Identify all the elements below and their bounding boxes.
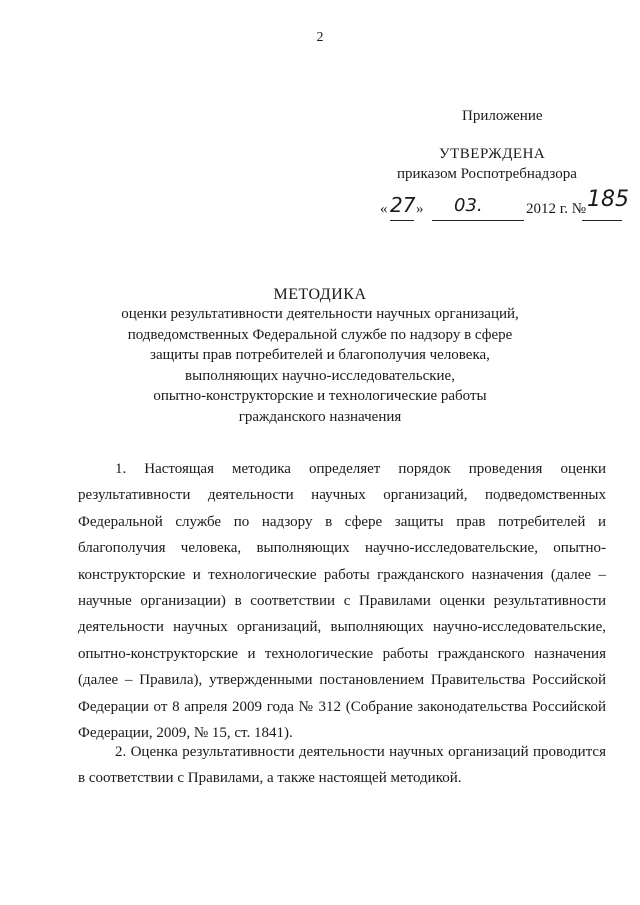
- order-date-number: [370, 187, 640, 227]
- approved-label: УТВЕРЖДЕНА: [439, 146, 546, 162]
- paragraph-2: 2. Оценка результативности деятельности научных организаций проводится в соответствии с Правилами, а также настоящей методикой.: [78, 744, 606, 787]
- handwritten-day: 27: [390, 193, 416, 217]
- subtitle-line: оценки результативности деятельности научных организаций,: [121, 306, 519, 322]
- document-subtitle: [0, 304, 640, 428]
- subtitle-line: опытно-конструкторские и технологические работы: [153, 388, 487, 405]
- appendix-label: Приложение: [462, 108, 543, 124]
- page-number: 2: [316, 30, 324, 45]
- day-underline: [390, 220, 414, 221]
- month-underline: [432, 220, 524, 221]
- order-issuer: приказом Роспотребнадзора: [397, 166, 577, 182]
- year-label: 2012 г. №: [526, 201, 587, 217]
- quote-close: »: [416, 201, 424, 217]
- subtitle-line: подведомственных Федеральной службе по надзору в сфере: [127, 326, 513, 343]
- subtitle-line: защиты прав потребителей и благополучия человека,: [150, 347, 490, 364]
- handwritten-month: 03.: [454, 195, 483, 216]
- paragraph-1: 1. Настоящая методика определяет порядок проведения оценки результативности деятельности научных организаций, подведомственных Федеральной службе по надзору в сфере защиты прав потребителей и благополучия человека, выполняющих научно-исследовательские, опытно-конструкторские и технологические работы гражданского назначения (далее – научные организации) в соответствии с Правилами оценки результативности деятельности научных организаций, выполняющих научно-исследовательские, опытно-конструкторские и технологические работы гражданского назначения (далее – Правила), утвержденными постановлением Правительства Российской Федерации от 8 апреля 2009 года № 312 (Собрание законодательства Российской Федерации, 2009, № 15, ст. 1841).: [78, 461, 606, 742]
- document-title: МЕТОДИКА: [273, 286, 367, 303]
- subtitle-line: гражданского назначения: [238, 408, 402, 425]
- quote-open: «: [380, 201, 388, 217]
- subtitle-line: выполняющих научно-исследовательские,: [185, 367, 455, 384]
- number-underline: [582, 220, 622, 221]
- handwritten-order-number: 185: [587, 187, 629, 212]
